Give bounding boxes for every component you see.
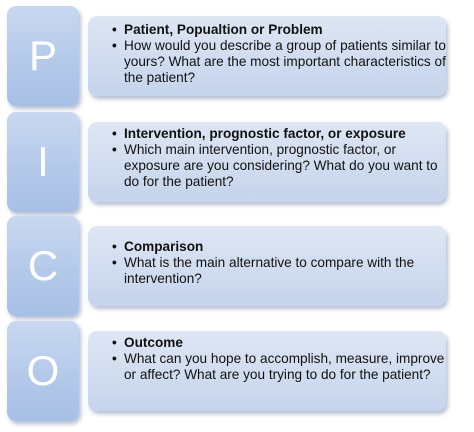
letter-box-o: [7, 321, 79, 421]
heading-comparison: • Comparison: [112, 239, 452, 255]
description-patient: • How would you describe a group of patients similar to yours? What are the most important characteristics of the patient?: [112, 38, 452, 86]
description-intervention: • Which main intervention, prognostic factor, or exposure are you considering? What do you want to do for the patient?: [112, 142, 452, 190]
bullet-list-patient: [112, 22, 452, 86]
heading-patient: • Patient, Popualtion or Problem: [112, 22, 452, 38]
letter-p: P: [28, 32, 57, 79]
letter-i: I: [37, 138, 49, 185]
letter-box-i: [7, 112, 79, 212]
heading-intervention: • Intervention, prognostic factor, or exposure: [112, 126, 452, 142]
letter-box-p: [7, 6, 79, 106]
bullet-list-comparison: [112, 239, 452, 287]
bullet-list-outcome: [112, 335, 452, 383]
letter-c: C: [27, 242, 59, 289]
letter-box-c: [7, 216, 79, 316]
heading-outcome: • Outcome: [112, 335, 452, 351]
description-outcome: • What can you hope to accomplish, measure, improve or affect? What are you trying to do for the patient?: [112, 351, 452, 383]
bullet-list-intervention: [112, 126, 452, 190]
description-comparison: • What is the main alternative to compare with the intervention?: [112, 255, 452, 287]
letter-o: O: [26, 347, 60, 394]
